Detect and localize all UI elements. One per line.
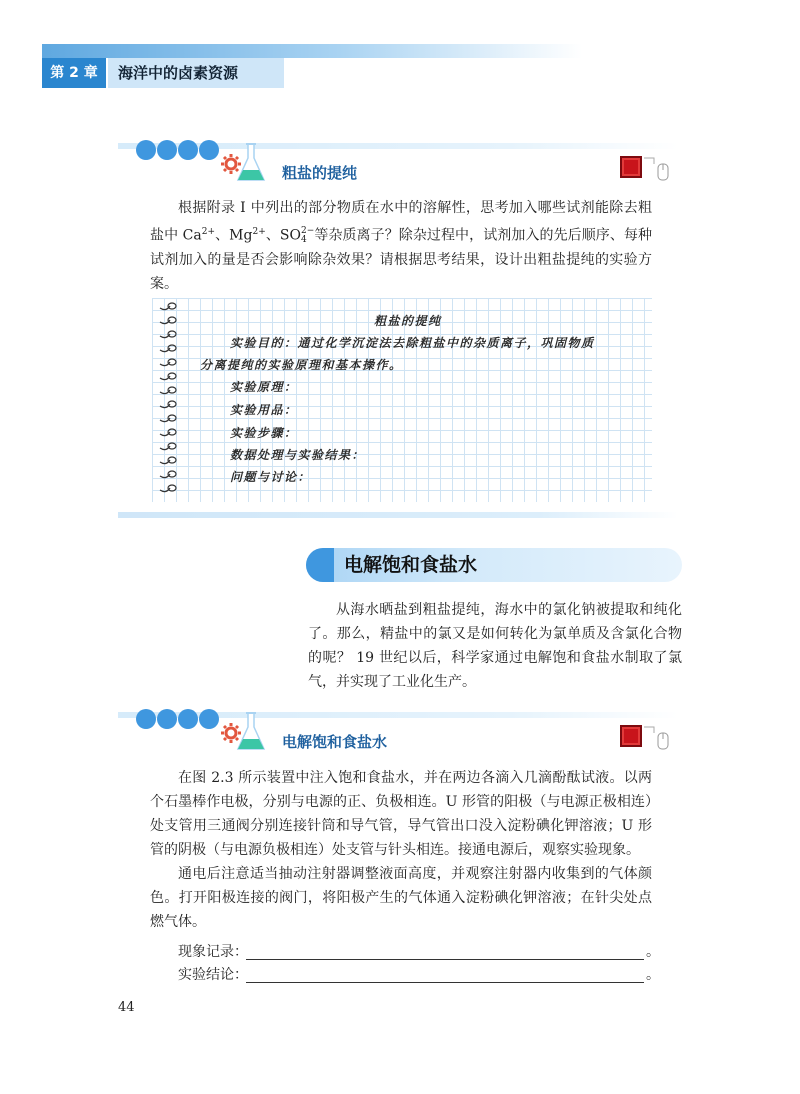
section-heading-accent [306, 548, 334, 582]
section-title: 电解饱和食盐水 [344, 554, 478, 576]
flask-gear-icon [218, 130, 268, 186]
record-period: 。 [646, 944, 660, 960]
chapter-title: 海洋中的卤素资源 [108, 58, 284, 88]
notebook-discussion: 问题与讨论： [230, 470, 312, 484]
activity-dot [157, 709, 177, 729]
section-divider [118, 512, 678, 518]
conclusion-period: 。 [646, 967, 660, 983]
activity2-paragraphs [150, 766, 652, 934]
conclusion-label: 实验结论： [178, 967, 248, 983]
mouse-icon [644, 725, 672, 755]
activity-dot [136, 140, 156, 160]
section-paragraph: 从海水晒盐到粗盐提纯，海水中的氯化钠被提取和纯化了。那么，精盐中的氯又是如何转化为氯单质及含氯化合物的呢？ 19 世纪以后，科学家通过电解饱和食盐水制取了氯气，并实现了工业化生产。 [308, 602, 682, 690]
page-number: 44 [118, 1000, 135, 1015]
activity2-paragraph-2: 通电后注意适当抽动注射器调整液面高度，并观察注射器内收集到的气体颜色。打开阳极连接的阀门，将阳极产生的气体通入淀粉碘化钾溶液；在针尖处点燃气体。 [150, 866, 652, 930]
notebook-steps: 实验步骤： [230, 426, 298, 440]
activity-dot [178, 140, 198, 160]
notebook-materials: 实验用品： [230, 403, 298, 417]
record-label: 现象记录： [178, 944, 248, 960]
activity-dot [199, 140, 219, 160]
activity-dot [199, 709, 219, 729]
activity-dot [178, 709, 198, 729]
activity-title: 粗盐的提纯 [282, 164, 358, 182]
activity-dot [157, 140, 177, 160]
chapter-number: 第 2 章 [42, 58, 106, 88]
activity-dot [136, 709, 156, 729]
conclusion-answer-line[interactable] [246, 964, 644, 983]
notebook-principle: 实验原理： [230, 380, 298, 394]
notebook-spiral [156, 300, 182, 500]
flask-gear-icon [218, 699, 268, 755]
record-answer-line[interactable] [246, 941, 644, 960]
notebook-title: 粗盐的提纯 [374, 314, 442, 328]
activity2-paragraph-1: 在图 2.3 所示装置中注入饱和食盐水，并在两边各滴入几滴酚酞试液。以两个石墨棒作电极，分别与电源的正、负极相连。U 形管的阳极（与电源正极相连）处支管用三通阀分别连接针筒和导气管，导气管出口没入淀粉碘化钾溶液；U 形管的阴极（与电源负极相连）处支管与针头相连。接通电源后，观察实验现象。 [150, 770, 652, 858]
notebook-purpose: 实验目的：通过化学沉淀法去除粗盐中的杂质离子，巩固物质 [230, 336, 595, 350]
activity-title: 电解饱和食盐水 [282, 733, 388, 751]
record-square-icon [620, 725, 642, 747]
notebook-purpose-cont: 分离提纯的实验原理和基本操作。 [200, 358, 403, 372]
activity1-paragraph: 根据附录 Ⅰ 中列出的部分物质在水中的溶解性，思考加入哪些试剂能除去粗盐中 $Ca^{2+}$、$Mg^{2+}$、SO 2− 4 等杂质离子？除杂过程中，试剂加入的先后顺序、每种试剂加入的量是否会影响除杂效果？请根据思考结果，设计出粗盐提纯的实验方案。 [150, 200, 653, 292]
notebook-data: 数据处理与实验结果： [230, 448, 366, 462]
chapter-header-bar [42, 44, 582, 58]
record-square-icon [620, 156, 642, 178]
mouse-icon [644, 156, 672, 186]
